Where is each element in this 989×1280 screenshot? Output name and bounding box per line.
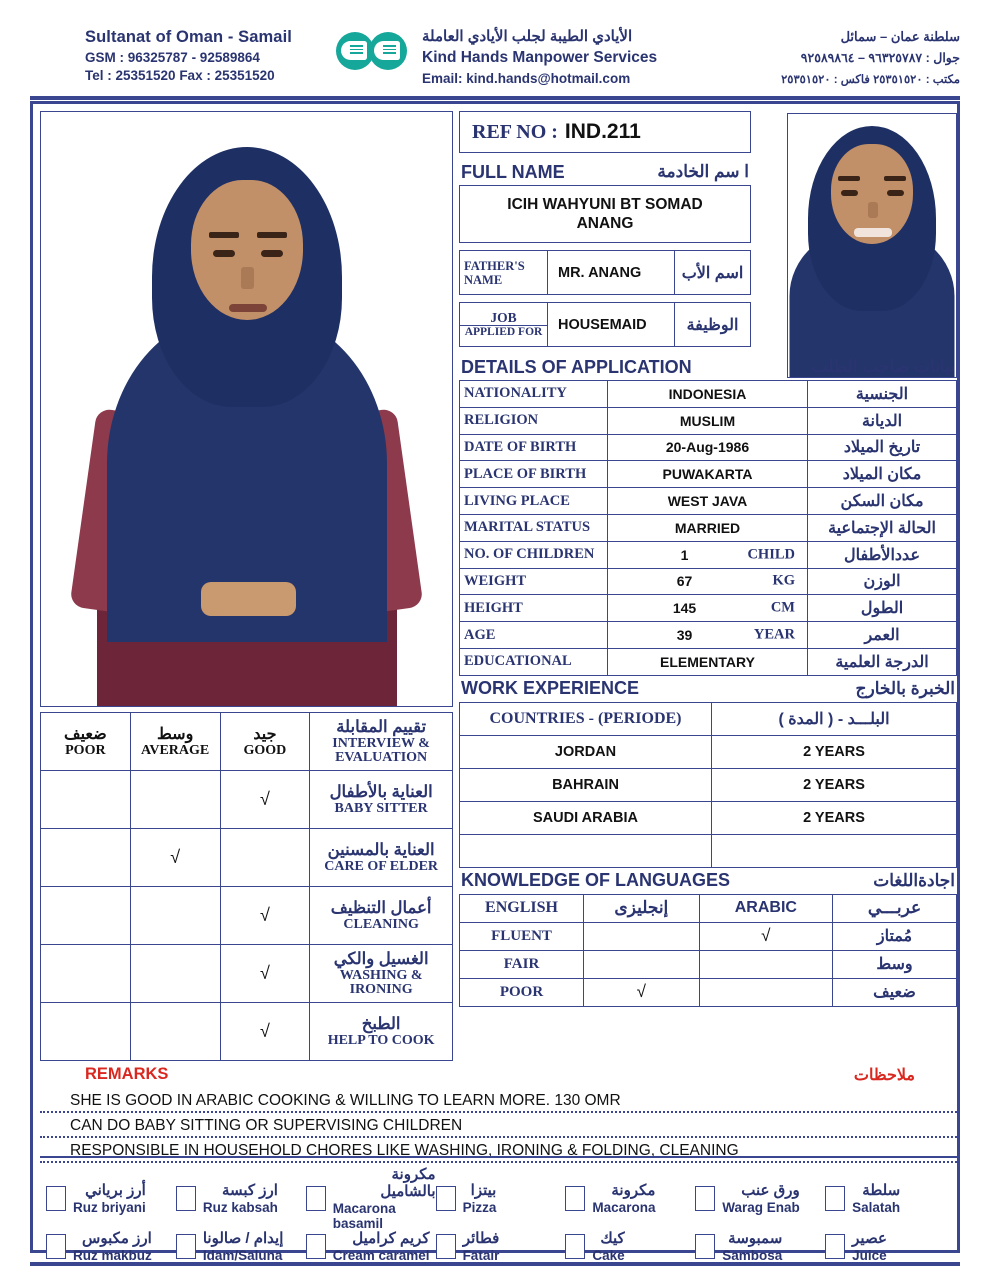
fathers-name-row	[459, 250, 751, 295]
food-skill-item[interactable]	[176, 1231, 306, 1263]
food-skill-label-ar: ورق عنب	[741, 1181, 800, 1199]
evaluation-criteria-en: CARE OF ELDER	[324, 858, 439, 874]
food-skill-label	[463, 1231, 500, 1263]
document-header	[30, 26, 960, 98]
food-skill-label-ar: كيك	[600, 1229, 625, 1247]
language-level-ar: وسط	[833, 950, 957, 978]
remark-line: CAN DO BABY SITTING OR SUPERVISING CHILDREN	[40, 1113, 957, 1138]
remark-line: SHE IS GOOD IN ARABIC COOKING & WILLING TO LEARN MORE. 130 OMR	[40, 1088, 957, 1113]
food-skill-label	[592, 1183, 655, 1215]
remarks-section	[40, 1061, 957, 1163]
food-skill-item[interactable]	[176, 1167, 306, 1231]
details-value-cell	[608, 622, 808, 649]
evaluation-criteria	[310, 829, 453, 887]
evaluation-average-mark[interactable]	[130, 887, 220, 945]
details-label-ar: العمر	[808, 622, 957, 649]
evaluation-criteria	[310, 945, 453, 1003]
language-english-mark[interactable]	[584, 950, 700, 978]
details-label: NATIONALITY	[460, 381, 608, 408]
details-value-cell	[608, 407, 808, 434]
details-value-cell	[608, 541, 808, 568]
details-label-ar: الجنسية	[808, 381, 957, 408]
ref-no-label: REF NO :	[472, 120, 558, 143]
language-arabic-mark[interactable]	[699, 950, 832, 978]
food-skill-label-ar: مكرونة	[611, 1181, 656, 1199]
work-col-countries-ar: البلـــد - ( المدة )	[712, 702, 957, 735]
details-label-ar: الطول	[808, 595, 957, 622]
fathers-name-label-l1: FATHER'S	[464, 258, 525, 273]
eval-col-average-ar: وسط	[156, 726, 194, 744]
food-skill-checkbox[interactable]	[46, 1234, 66, 1259]
work-experience-table	[459, 702, 957, 868]
work-experience-title-ar: الخبرة بالخارج	[855, 678, 955, 698]
language-row	[460, 978, 957, 1006]
fathers-name-label	[459, 250, 547, 295]
language-level-en: FAIR	[460, 950, 584, 978]
languages-header	[459, 868, 957, 894]
company-location: Sultanat of Oman - Samail	[85, 28, 292, 46]
company-tel-fax: Tel : 25351520 Fax : 25351520	[85, 68, 275, 84]
language-english-mark[interactable]: √	[584, 978, 700, 1006]
food-skill-label	[333, 1167, 436, 1231]
details-row	[460, 488, 957, 515]
details-section-header	[459, 354, 957, 380]
details-label-ar: الوزن	[808, 568, 957, 595]
food-skill-label-en: Fatair	[462, 1247, 500, 1263]
eval-col-poor	[41, 713, 131, 771]
evaluation-criteria-ar: العناية بالمسنين	[327, 840, 435, 859]
food-skill-item[interactable]	[695, 1231, 825, 1263]
eval-col-average-en: AVERAGE	[141, 743, 210, 759]
evaluation-poor-mark[interactable]	[41, 771, 131, 829]
work-country: BAHRAIN	[460, 768, 712, 801]
details-label: EDUCATIONAL	[460, 648, 608, 675]
evaluation-criteria-ar: الطبخ	[361, 1014, 401, 1033]
food-skill-label	[852, 1231, 887, 1263]
language-row	[460, 950, 957, 978]
two-hands-circles-logo-icon	[336, 32, 416, 70]
evaluation-average-mark[interactable]: √	[130, 829, 220, 887]
details-label: WEIGHT	[460, 568, 608, 595]
details-row	[460, 568, 957, 595]
food-skill-checkbox[interactable]	[436, 1186, 456, 1211]
details-row	[460, 381, 957, 408]
work-experience-header-row	[460, 702, 957, 735]
lang-col-arabic-ar: عربـــي	[833, 894, 957, 922]
details-title-en: DETAILS OF APPLICATION	[461, 356, 692, 377]
food-skill-label-ar: ارز مكبوس	[82, 1229, 152, 1247]
food-skill-label-ar: سمبوسة	[728, 1229, 783, 1247]
food-skill-label-en: Macarona basamil	[332, 1200, 396, 1231]
food-skill-label	[203, 1231, 284, 1263]
details-row	[460, 434, 957, 461]
header-contact-en	[30, 26, 330, 86]
interview-evaluation-table	[40, 712, 453, 1061]
food-skill-label	[592, 1231, 624, 1263]
details-label: MARITAL STATUS	[460, 514, 608, 541]
food-skills-grid	[40, 1163, 957, 1263]
details-label-ar: مكان السكن	[808, 488, 957, 515]
food-skill-label-ar: كريم كراميل	[352, 1229, 430, 1247]
food-skill-label	[203, 1183, 278, 1215]
job-applied-label	[459, 302, 547, 347]
food-skill-item[interactable]	[436, 1231, 566, 1263]
food-skill-checkbox[interactable]	[306, 1234, 326, 1259]
ref-no-box	[459, 111, 751, 153]
work-country: SAUDI ARABIA	[460, 801, 712, 834]
food-skill-item[interactable]	[436, 1167, 566, 1231]
details-label: LIVING PLACE	[460, 488, 608, 515]
details-label-ar: الدرجة العلمية	[808, 648, 957, 675]
remarks-title-ar: ملاحظات	[853, 1066, 915, 1084]
footer-divider	[30, 1262, 960, 1266]
languages-header-row	[460, 894, 957, 922]
food-skill-label	[463, 1183, 497, 1215]
work-col-countries: COUNTRIES - (PERIODE)	[460, 702, 712, 735]
evaluation-criteria-ar: العناية بالأطفال	[329, 782, 433, 801]
fathers-name-label-l2: NAME	[464, 272, 503, 287]
language-row	[460, 922, 957, 950]
details-value-cell	[608, 595, 808, 622]
fathers-name-label-ar: اسم الأب	[675, 250, 751, 295]
language-english-mark[interactable]	[584, 922, 700, 950]
eval-criteria-title-en1: INTERVIEW &	[332, 735, 430, 751]
evaluation-row	[41, 887, 453, 945]
company-name-ar: الأيادي الطيبة لجلب الأيادي العاملة	[422, 28, 633, 45]
details-label: DATE OF BIRTH	[460, 434, 608, 461]
eval-col-average	[130, 713, 220, 771]
details-label-ar: مكان الميلاد	[808, 461, 957, 488]
food-skill-checkbox[interactable]	[176, 1234, 196, 1259]
food-skill-checkbox[interactable]	[436, 1234, 456, 1259]
work-period: 2 YEARS	[712, 801, 957, 834]
food-skill-checkbox[interactable]	[825, 1186, 845, 1211]
food-skill-label	[722, 1183, 800, 1215]
language-level-en: FLUENT	[460, 922, 584, 950]
food-skill-checkbox[interactable]	[565, 1186, 585, 1211]
job-applied-label-l1: JOB	[490, 310, 517, 325]
evaluation-good-mark[interactable]	[220, 829, 310, 887]
details-label: NO. OF CHILDREN	[460, 541, 608, 568]
company-name-en: Kind Hands Manpower Services	[422, 49, 658, 67]
food-skill-checkbox[interactable]	[695, 1186, 715, 1211]
header-office-fax-ar: مكتب : ٢٥٣٥١٥٢٠ فاكس : ٢٥٣٥١٥٢٠	[781, 74, 960, 87]
eval-col-criteria	[310, 713, 453, 771]
work-experience-row	[460, 768, 957, 801]
food-skill-checkbox[interactable]	[825, 1234, 845, 1259]
work-country	[460, 834, 712, 867]
header-mobile-ar: جوال : ٩٦٣٢٥٧٨٧ – ٩٢٥٨٩٨٦٤	[800, 51, 960, 66]
details-value-cell	[608, 568, 808, 595]
details-label-ar: الحالة الإجتماعية	[808, 514, 957, 541]
eval-col-poor-ar: ضعيف	[64, 726, 107, 744]
food-skill-checkbox[interactable]	[176, 1186, 196, 1211]
food-skill-label-ar: فطائر	[462, 1229, 500, 1247]
evaluation-criteria-ar: الغسيل والكي	[333, 949, 429, 968]
evaluation-criteria	[310, 887, 453, 945]
evaluation-average-mark[interactable]	[130, 1003, 220, 1061]
full-name-label-en: FULL NAME	[461, 161, 565, 182]
full-name-label-ar: ا سم الخادمة	[657, 162, 749, 181]
details-value-cell	[608, 434, 808, 461]
eval-criteria-title-ar: تقييم المقابلة	[336, 717, 427, 736]
details-label: HEIGHT	[460, 595, 608, 622]
food-skill-item[interactable]	[695, 1167, 825, 1231]
details-unit: CHILD	[747, 546, 795, 563]
food-skill-label	[852, 1183, 900, 1215]
food-skill-checkbox[interactable]	[46, 1186, 66, 1211]
details-label-ar: عددالأطفال	[808, 541, 957, 568]
lang-col-english-ar: إنجليزى	[584, 894, 700, 922]
details-value: 67	[676, 573, 693, 590]
evaluation-criteria-en: HELP TO COOK	[327, 1032, 435, 1048]
food-skill-item[interactable]	[46, 1167, 176, 1231]
details-value: PUWAKARTA	[662, 466, 753, 483]
languages-table	[459, 894, 957, 1007]
food-skill-label-en: Idam/Saluna	[202, 1247, 283, 1263]
food-section-divider	[40, 1156, 957, 1158]
food-skill-label-en: Macarona	[592, 1199, 656, 1215]
company-gsm: GSM : 96325787 - 92589864	[85, 49, 260, 65]
evaluation-average-mark[interactable]	[130, 771, 220, 829]
details-table	[459, 380, 957, 676]
food-skill-label-en: Sambosa	[722, 1247, 783, 1263]
food-skill-label-ar: ارز كبسة	[221, 1181, 278, 1199]
job-applied-value: HOUSEMAID	[547, 302, 675, 347]
food-skill-label-ar: سلطة	[862, 1181, 901, 1199]
details-value: WEST JAVA	[667, 493, 748, 510]
job-applied-row	[459, 302, 751, 347]
food-skill-checkbox[interactable]	[306, 1186, 326, 1211]
work-experience-title-en: WORK EXPERIENCE	[461, 678, 640, 699]
food-skill-item[interactable]	[306, 1231, 436, 1263]
food-skill-item[interactable]	[46, 1231, 176, 1263]
details-row	[460, 595, 957, 622]
details-label: AGE	[460, 622, 608, 649]
details-value: INDONESIA	[668, 385, 747, 402]
details-value: 1	[680, 546, 689, 563]
food-skill-label-en: Juice	[852, 1247, 887, 1263]
languages-title-ar: اجادةاللغات	[873, 870, 955, 890]
eval-col-good-ar: جيد	[253, 726, 277, 744]
remark-line: RESPONSIBLE IN HOUSEHOLD CHORES LIKE WASHING, IRONING & FOLDING, CLEANING	[40, 1138, 957, 1163]
header-divider	[30, 96, 960, 100]
food-skill-label-en: Ruz makbuz	[73, 1247, 152, 1263]
evaluation-header-row	[41, 713, 453, 771]
lang-col-english-en: ENGLISH	[460, 894, 584, 922]
company-email: Email: kind.hands@hotmail.com	[422, 71, 631, 87]
remarks-title-en: REMARKS	[85, 1065, 169, 1083]
evaluation-average-mark[interactable]	[130, 945, 220, 1003]
full-name-line1: ICIH WAHYUNI BT SOMAD	[507, 195, 703, 213]
food-skill-label-ar: مكرونة بالشاميل	[380, 1166, 436, 1200]
eval-criteria-title-en2: EVALUATION	[335, 749, 428, 765]
details-value-cell	[608, 514, 808, 541]
details-row	[460, 622, 957, 649]
details-value: 39	[676, 627, 693, 644]
evaluation-criteria-en: BABY SITTER	[334, 800, 428, 816]
work-period	[712, 834, 957, 867]
evaluation-good-mark[interactable]: √	[220, 887, 310, 945]
details-row	[460, 648, 957, 675]
lang-col-arabic-en: ARABIC	[699, 894, 832, 922]
details-value: MUSLIM	[679, 412, 736, 429]
ref-no-value: IND.211	[564, 120, 641, 143]
work-period: 2 YEARS	[712, 735, 957, 768]
details-value: 20-Aug-1986	[665, 439, 750, 456]
applicant-full-photo	[40, 111, 453, 707]
details-value-cell	[608, 461, 808, 488]
full-name-line2: ANANG	[576, 215, 634, 232]
work-experience-row	[460, 735, 957, 768]
evaluation-row	[41, 945, 453, 1003]
details-value-cell	[608, 488, 808, 515]
food-skill-label-en: Warag Enab	[722, 1199, 800, 1215]
evaluation-good-mark[interactable]: √	[220, 1003, 310, 1061]
application-info-column	[459, 111, 957, 1007]
food-skill-item[interactable]	[306, 1167, 436, 1231]
details-value-cell	[608, 381, 808, 408]
food-skill-label-en: Cream caramel	[332, 1247, 430, 1263]
remarks-header	[40, 1061, 957, 1088]
details-label: PLACE OF BIRTH	[460, 461, 608, 488]
evaluation-criteria-en: CLEANING	[343, 916, 419, 932]
details-row	[460, 514, 957, 541]
full-name-header	[459, 159, 751, 185]
eval-col-good	[220, 713, 310, 771]
header-center-block	[422, 26, 960, 89]
language-arabic-mark[interactable]	[699, 978, 832, 1006]
job-applied-label-l2: APPLIED FOR	[460, 325, 547, 339]
evaluation-criteria	[310, 771, 453, 829]
food-skill-label-ar: عصير	[852, 1229, 887, 1247]
evaluation-row	[41, 1003, 453, 1061]
food-skill-checkbox[interactable]	[695, 1234, 715, 1259]
evaluation-good-mark[interactable]: √	[220, 771, 310, 829]
food-skill-label-en: Pizza	[462, 1199, 497, 1215]
evaluation-criteria-en: WASHING & IRONING	[339, 967, 423, 997]
food-skill-item[interactable]	[825, 1231, 955, 1263]
work-experience-header	[459, 676, 957, 702]
language-level-en: POOR	[460, 978, 584, 1006]
details-label: RELIGION	[460, 407, 608, 434]
languages-title-en: KNOWLEDGE OF LANGUAGES	[461, 870, 730, 891]
food-skill-label-en: Cake	[592, 1247, 625, 1263]
food-skill-item[interactable]	[565, 1231, 695, 1263]
eval-col-good-en: GOOD	[243, 743, 287, 759]
details-value: ELEMENTARY	[660, 653, 755, 670]
food-skill-label-ar: بيتزا	[470, 1181, 497, 1199]
food-skill-checkbox[interactable]	[565, 1234, 585, 1259]
food-skill-label	[73, 1183, 146, 1215]
language-level-ar: ضعيف	[833, 978, 957, 1006]
evaluation-row	[41, 771, 453, 829]
details-row	[460, 541, 957, 568]
evaluation-poor-mark[interactable]	[41, 829, 131, 887]
language-level-ar: مُمتاز	[833, 922, 957, 950]
evaluation-row	[41, 829, 453, 887]
food-skill-label-en: Salatah	[852, 1199, 901, 1215]
details-row	[460, 461, 957, 488]
evaluation-criteria-ar: أعمال التنظيف	[330, 898, 432, 917]
food-skill-label	[722, 1231, 782, 1263]
fathers-name-value: MR. ANANG	[547, 250, 675, 295]
details-unit: YEAR	[753, 626, 795, 643]
food-skill-label-en: Ruz kabsah	[202, 1199, 278, 1215]
document-frame	[30, 101, 960, 1263]
full-name-value-box	[459, 185, 751, 243]
details-title-ar: بيانات صاحب الطلب	[811, 357, 955, 376]
header-country-ar: سلطنة عمان – سمائل	[840, 29, 960, 44]
food-skill-label	[73, 1231, 152, 1263]
language-arabic-mark[interactable]: √	[699, 922, 832, 950]
details-label-ar: الديانة	[808, 407, 957, 434]
work-country: JORDAN	[460, 735, 712, 768]
food-skill-item[interactable]	[825, 1167, 955, 1231]
eval-col-poor-en: POOR	[65, 743, 106, 759]
food-skill-label-ar: أرز برياني	[85, 1181, 146, 1199]
company-logo	[330, 26, 422, 70]
job-applied-label-ar: الوظيفة	[675, 302, 751, 347]
work-period: 2 YEARS	[712, 768, 957, 801]
work-experience-row	[460, 801, 957, 834]
food-skill-label-en: Ruz briyani	[73, 1199, 146, 1215]
evaluation-good-mark[interactable]: √	[220, 945, 310, 1003]
evaluation-poor-mark[interactable]	[41, 1003, 131, 1061]
details-value: 145	[672, 600, 697, 617]
food-skill-label-ar: إيدام / صالونا	[202, 1229, 284, 1247]
details-row	[460, 407, 957, 434]
food-skill-item[interactable]	[565, 1167, 695, 1231]
evaluation-poor-mark[interactable]	[41, 945, 131, 1003]
details-label-ar: تاريخ الميلاد	[808, 434, 957, 461]
details-unit: CM	[770, 599, 795, 616]
details-value-cell	[608, 648, 808, 675]
food-skill-label	[333, 1231, 430, 1263]
work-experience-row	[460, 834, 957, 867]
evaluation-criteria	[310, 1003, 453, 1061]
evaluation-poor-mark[interactable]	[41, 887, 131, 945]
details-value: MARRIED	[674, 519, 741, 536]
details-unit: KG	[772, 572, 795, 589]
